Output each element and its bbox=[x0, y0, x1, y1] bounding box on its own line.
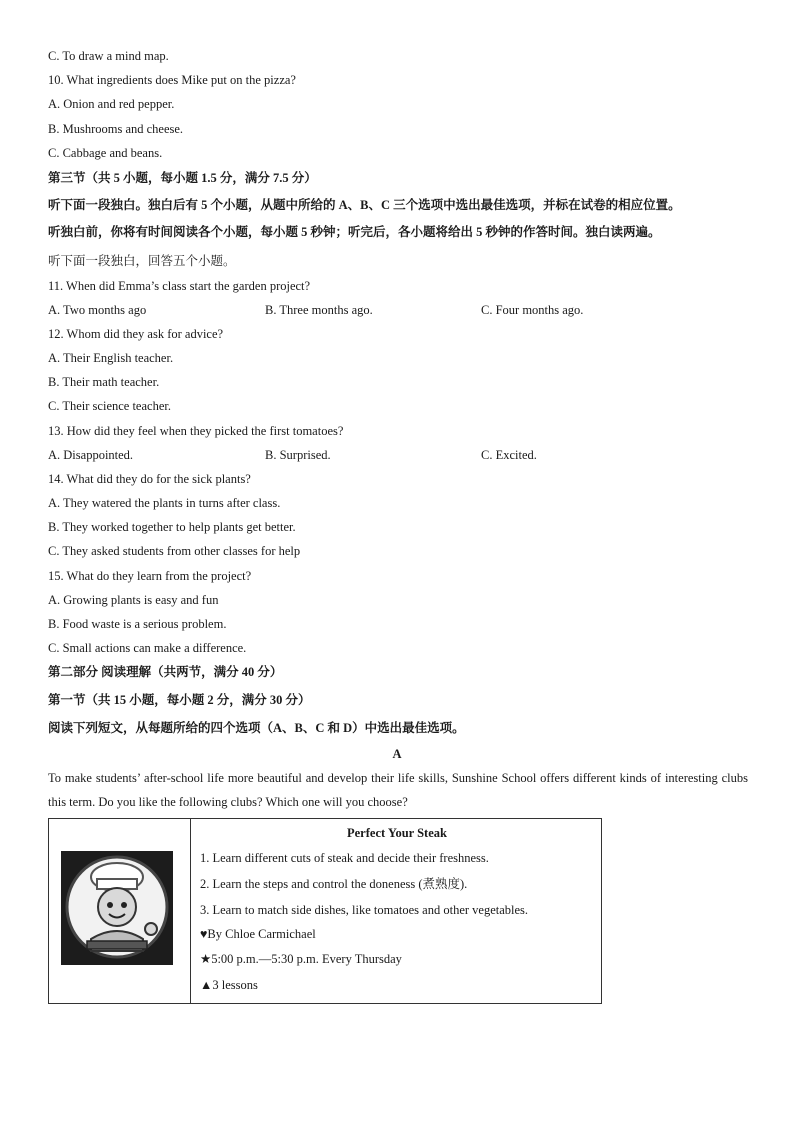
section3-header: 第三节（共 5 小题，每小题 1.5 分，满分 7.5 分） bbox=[48, 171, 317, 185]
club-item-2: 2. Learn the steps and control the doneness (煮熟度). bbox=[200, 877, 468, 891]
club-teacher: ♥By Chloe Carmichael bbox=[200, 927, 316, 941]
section3-instruction-2: 听独白前，你将有时间阅读各个小题，每小题 5 秒钟；听完后，各小题将给出 5 秒钟的作答时间。独白读两遍。 bbox=[48, 225, 661, 239]
chef-cartoon-icon bbox=[61, 851, 173, 965]
club-item-3: 3. Learn to match side dishes, like tomatoes and other vegetables. bbox=[200, 903, 529, 917]
q11-option-a: A. Two months ago bbox=[48, 303, 147, 317]
q10-question: 10. What ingredients does Mike put on the pizza? bbox=[48, 73, 296, 87]
monologue-intro: 听下面一段独白，回答五个小题。 bbox=[48, 254, 236, 268]
club-lessons: ▲3 lessons bbox=[200, 978, 258, 992]
q11-question: 11. When did Emma’s class start the garden project? bbox=[48, 279, 311, 293]
club-table bbox=[48, 818, 602, 1004]
q9-option-c: C. To draw a mind map. bbox=[48, 49, 169, 63]
q10-option-a: A. Onion and red pepper. bbox=[48, 97, 175, 111]
table-divider bbox=[190, 819, 191, 1003]
reading-section1-header: 第一节（共 15 小题，每小题 2 分，满分 30 分） bbox=[48, 693, 311, 707]
q15-option-c: C. Small actions can make a difference. bbox=[48, 641, 247, 655]
q13-option-a: A. Disappointed. bbox=[48, 448, 134, 462]
q15-question: 15. What do they learn from the project? bbox=[48, 569, 252, 583]
q15-option-a: A. Growing plants is easy and fun bbox=[48, 593, 219, 607]
q12-question: 12. Whom did they ask for advice? bbox=[48, 327, 224, 341]
reading-instructions: 阅读下列短文，从每题所给的四个选项（A、B、C 和 D）中选出最佳选项。 bbox=[48, 721, 465, 735]
club-title: Perfect Your Steak bbox=[347, 826, 447, 840]
q14-question: 14. What did they do for the sick plants? bbox=[48, 472, 251, 486]
q14-option-b: B. They worked together to help plants get better. bbox=[48, 520, 296, 534]
q10-option-b: B. Mushrooms and cheese. bbox=[48, 122, 184, 136]
q13-option-b: B. Surprised. bbox=[265, 448, 331, 462]
q13-question: 13. How did they feel when they picked the first tomatoes? bbox=[48, 424, 344, 438]
club-time: ★5:00 p.m.—5:30 p.m. Every Thursday bbox=[200, 952, 402, 966]
section3-instruction-1: 听下面一段独白。独白后有 5 个小题，从题中所给的 A、B、C 三个选项中选出最佳选项，并标在试卷的相应位置。 bbox=[48, 198, 681, 212]
part2-header: 第二部分 阅读理解（共两节，满分 40 分） bbox=[48, 665, 283, 679]
q12-option-a: A. Their English teacher. bbox=[48, 351, 174, 365]
q12-option-b: B. Their math teacher. bbox=[48, 375, 160, 389]
passage-label: A bbox=[392, 747, 402, 761]
passage-intro: To make students’ after-school life more beautiful and develop their life skills, Sunshine School offers different kinds of interesting clubs this term. Do you like the following clubs? Which one will you choose? bbox=[48, 771, 748, 809]
q14-option-a: A. They watered the plants in turns after class. bbox=[48, 496, 281, 510]
q11-option-c: C. Four months ago. bbox=[481, 303, 584, 317]
q10-option-c: C. Cabbage and beans. bbox=[48, 146, 163, 160]
club-item-1: 1. Learn different cuts of steak and decide their freshness. bbox=[200, 851, 489, 865]
q14-option-c: C. They asked students from other classes for help bbox=[48, 544, 301, 558]
q11-option-b: B. Three months ago. bbox=[265, 303, 373, 317]
q13-option-c: C. Excited. bbox=[481, 448, 537, 462]
q15-option-b: B. Food waste is a serious problem. bbox=[48, 617, 227, 631]
q12-option-c: C. Their science teacher. bbox=[48, 399, 171, 413]
